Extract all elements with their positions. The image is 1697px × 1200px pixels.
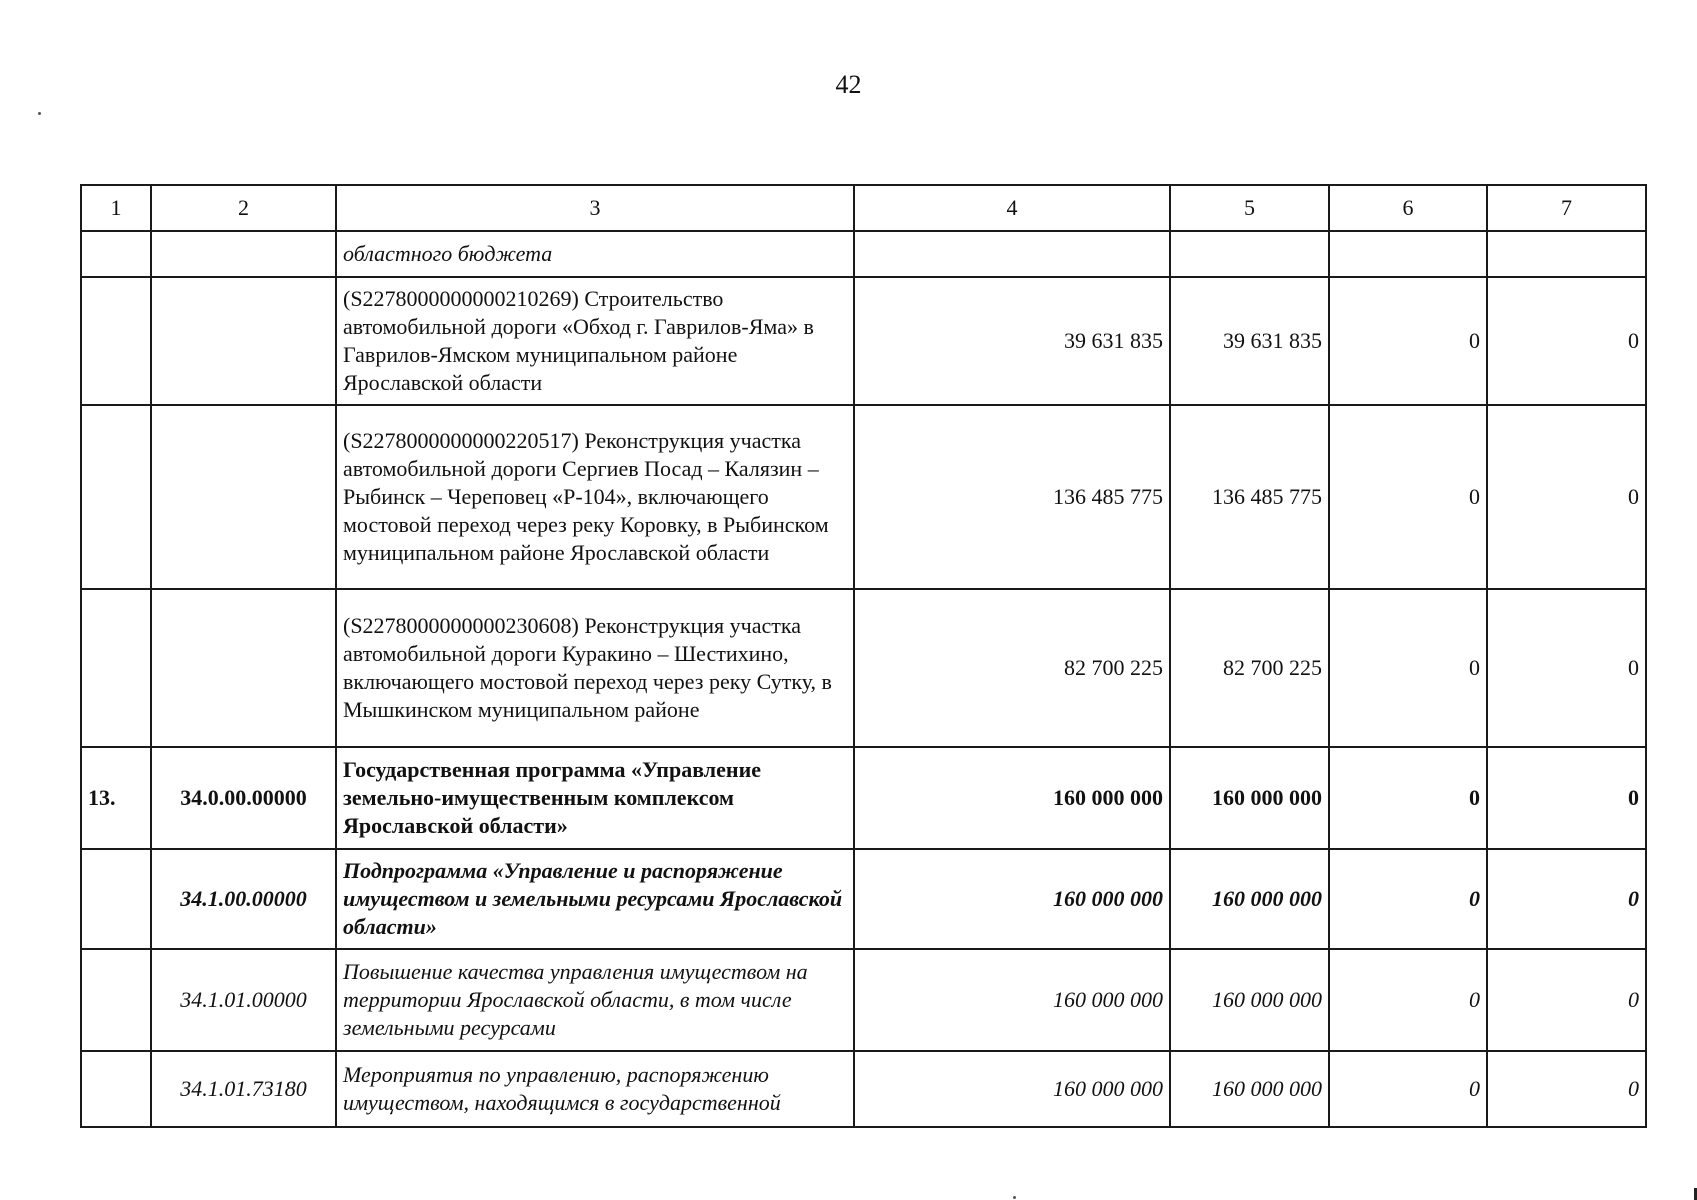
row-name-cell: Подпрограмма «Управление и распоряжение имуществом и земельными ресурсами Ярославской области» xyxy=(336,849,854,949)
row-name-cell: (S2278000000000210269) Строительство автомобильной дороги «Обход г. Гаврилов-Яма» в Гаврилов-Ямском муниципальном районе Ярославской области xyxy=(336,277,854,405)
row-value-col7: 0 xyxy=(1487,589,1646,747)
row-value-col6: 0 xyxy=(1329,747,1487,849)
row-value-col4: 160 000 000 xyxy=(854,747,1170,849)
row-value-col4: 160 000 000 xyxy=(854,849,1170,949)
row-value-col4: 160 000 000 xyxy=(854,1051,1170,1127)
row-value-col4: 39 631 835 xyxy=(854,277,1170,405)
budget-table xyxy=(80,184,1647,1128)
row-number-cell: 13. xyxy=(81,747,151,849)
row-value-col6: 0 xyxy=(1329,849,1487,949)
row-value-col5: 136 485 775 xyxy=(1170,405,1329,589)
row-code-cell: 34.1.01.00000 xyxy=(151,949,336,1051)
row-code-cell xyxy=(151,231,336,277)
row-value-col7: 0 xyxy=(1487,405,1646,589)
row-value-col7: 0 xyxy=(1487,849,1646,949)
table-row xyxy=(81,849,1646,949)
table-row xyxy=(81,589,1646,747)
row-value-col6: 0 xyxy=(1329,589,1487,747)
row-name-cell: (S2278000000000230608) Реконструкция участка автомобильной дороги Куракино – Шестихино, включающего мостовой переход через реку Сутку, в Мышкинском муниципальном районе xyxy=(336,589,854,747)
row-number-cell xyxy=(81,949,151,1051)
row-value-col7 xyxy=(1487,231,1646,277)
row-number-cell xyxy=(81,589,151,747)
page-number: 42 xyxy=(835,70,862,99)
scan-speck xyxy=(38,112,41,115)
row-code-cell: 34.0.00.00000 xyxy=(151,747,336,849)
row-number-cell xyxy=(81,849,151,949)
row-value-col7: 0 xyxy=(1487,277,1646,405)
header-col-3: 3 xyxy=(336,185,854,231)
header-col-4: 4 xyxy=(854,185,1170,231)
row-value-col5: 160 000 000 xyxy=(1170,1051,1329,1127)
row-value-col6: 0 xyxy=(1329,277,1487,405)
row-value-col4 xyxy=(854,231,1170,277)
row-value-col5: 160 000 000 xyxy=(1170,747,1329,849)
header-col-5: 5 xyxy=(1170,185,1329,231)
table-row xyxy=(81,405,1646,589)
header-col-6: 6 xyxy=(1329,185,1487,231)
table-row xyxy=(81,949,1646,1051)
table-row xyxy=(81,277,1646,405)
row-code-cell xyxy=(151,277,336,405)
header-col-1: 1 xyxy=(81,185,151,231)
row-name-cell: областного бюджета xyxy=(336,231,854,277)
row-number-cell xyxy=(81,1051,151,1127)
row-code-cell: 34.1.01.73180 xyxy=(151,1051,336,1127)
header-col-7: 7 xyxy=(1487,185,1646,231)
table-header-row xyxy=(81,185,1646,231)
row-code-cell xyxy=(151,405,336,589)
row-value-col5: 160 000 000 xyxy=(1170,949,1329,1051)
row-name-cell: Мероприятия по управлению, распоряжению имуществом, находящимся в государственной xyxy=(336,1051,854,1127)
row-code-cell xyxy=(151,589,336,747)
row-name-cell: (S2278000000000220517) Реконструкция участка автомобильной дороги Сергиев Посад – Калязин – Рыбинск – Череповец «Р-104», включающего мостовой переход через реку Коровку, в Рыбинском муниципальном районе Ярославской области xyxy=(336,405,854,589)
header-col-2: 2 xyxy=(151,185,336,231)
row-name-cell: Повышение качества управления имуществом на территории Ярославской области, в том числе земельными ресурсами xyxy=(336,949,854,1051)
row-name-cell: Государственная программа «Управление земельно-имущественным комплексом Ярославской области» xyxy=(336,747,854,849)
row-value-col6: 0 xyxy=(1329,949,1487,1051)
row-number-cell xyxy=(81,277,151,405)
table-row xyxy=(81,747,1646,849)
row-value-col7: 0 xyxy=(1487,747,1646,849)
row-value-col5: 82 700 225 xyxy=(1170,589,1329,747)
row-value-col6 xyxy=(1329,231,1487,277)
table-row xyxy=(81,231,1646,277)
row-number-cell xyxy=(81,231,151,277)
row-value-col4: 82 700 225 xyxy=(854,589,1170,747)
row-value-col4: 160 000 000 xyxy=(854,949,1170,1051)
row-value-col6: 0 xyxy=(1329,405,1487,589)
row-value-col4: 136 485 775 xyxy=(854,405,1170,589)
row-code-cell: 34.1.00.00000 xyxy=(151,849,336,949)
row-value-col7: 0 xyxy=(1487,1051,1646,1127)
row-value-col5 xyxy=(1170,231,1329,277)
row-value-col6: 0 xyxy=(1329,1051,1487,1127)
row-value-col5: 160 000 000 xyxy=(1170,849,1329,949)
table-row xyxy=(81,1051,1646,1127)
row-value-col7: 0 xyxy=(1487,949,1646,1051)
scan-speck xyxy=(1013,1196,1016,1199)
row-number-cell xyxy=(81,405,151,589)
row-value-col5: 39 631 835 xyxy=(1170,277,1329,405)
